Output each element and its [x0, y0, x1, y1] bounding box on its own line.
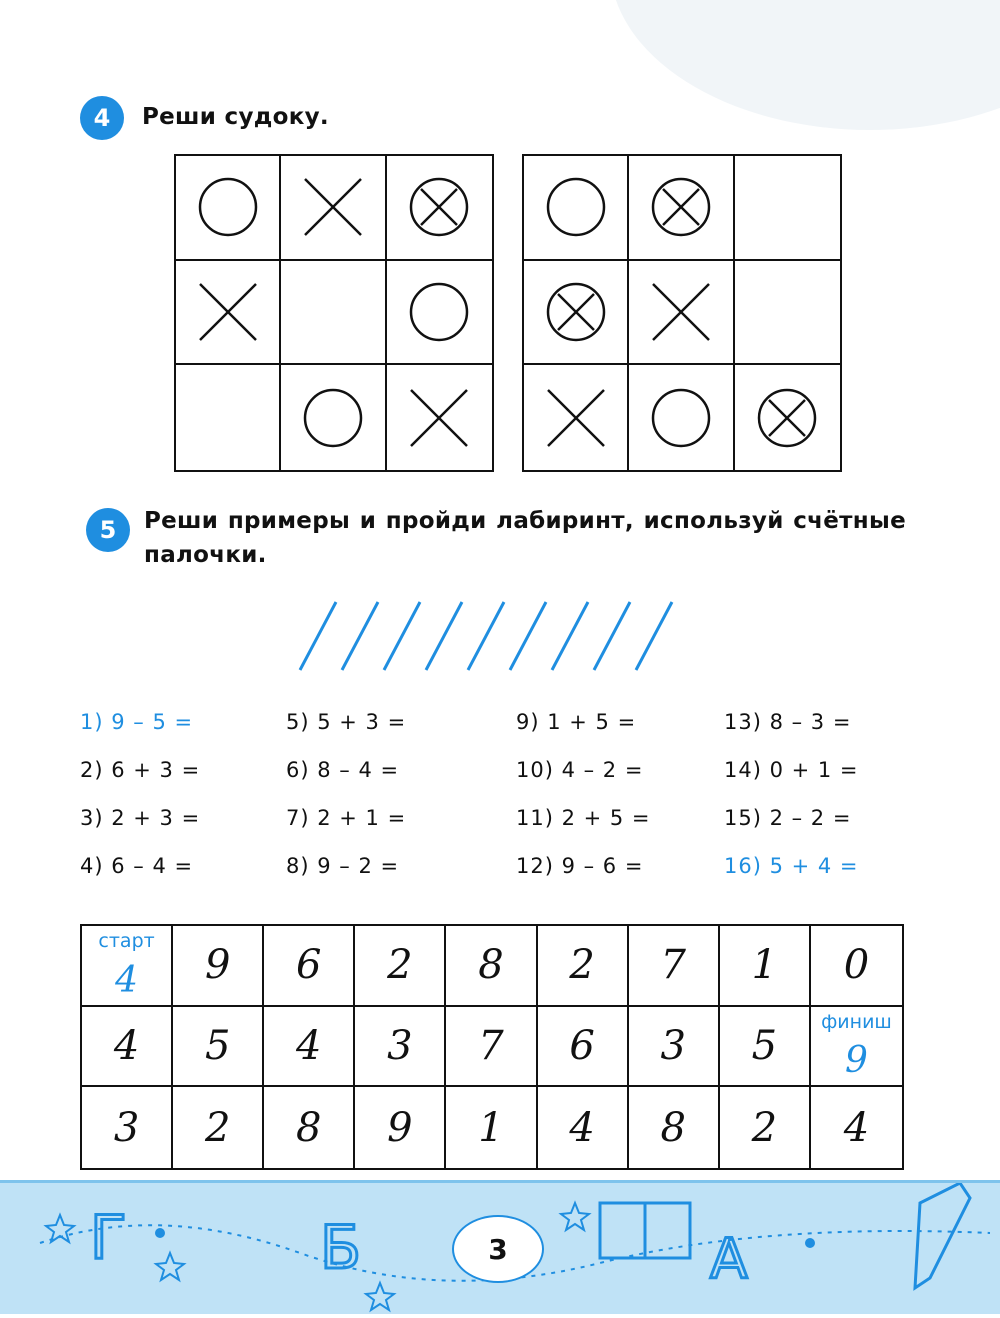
sudoku-cell — [629, 261, 734, 366]
maze-cell-digit: 3 — [387, 1022, 413, 1069]
maze-cell-digit: 4 — [843, 1104, 870, 1151]
maze-cell-digit: 2 — [751, 1104, 778, 1151]
task-4-title: Реши судоку. — [142, 104, 329, 130]
example-item: 12) 9 – 6 = — [516, 854, 644, 878]
maze-cell-digit: 5 — [751, 1022, 778, 1069]
example-item: 16) 5 + 4 = — [724, 854, 859, 878]
maze-cell-digit: 4 — [569, 1104, 595, 1151]
sudoku-cell — [735, 365, 840, 470]
maze-cell-digit: 9 — [204, 942, 231, 989]
maze-cell[interactable] — [355, 1087, 446, 1168]
maze-cell[interactable] — [538, 1007, 629, 1088]
maze-cell-digit: 3 — [113, 1104, 140, 1151]
circled-cross-icon — [755, 386, 819, 450]
maze-cell-digit: 2 — [387, 942, 413, 989]
maze-cell[interactable] — [446, 1087, 537, 1168]
counting-sticks — [296, 600, 696, 674]
cross-icon — [649, 280, 713, 344]
cross-icon — [407, 386, 471, 450]
circle-icon — [544, 175, 608, 239]
sudoku-cell — [387, 156, 492, 261]
task-5-number: 5 — [86, 508, 130, 552]
examples-list — [80, 710, 920, 910]
maze-cell-digit: 4 — [296, 1022, 322, 1069]
maze-cell[interactable] — [811, 926, 902, 1007]
example-item: 11) 2 + 5 = — [516, 806, 651, 830]
example-item: 4) 6 – 4 = — [80, 854, 194, 878]
maze-cell-label: старт — [98, 930, 155, 952]
maze-cell[interactable] — [264, 926, 355, 1007]
example-item: 2) 6 + 3 = — [80, 758, 201, 782]
maze-cell[interactable] — [538, 1087, 629, 1168]
counting-stick — [552, 602, 588, 670]
sudoku-cell — [629, 365, 734, 470]
example-item: 9) 1 + 5 = — [516, 710, 637, 734]
counting-stick — [594, 602, 630, 670]
cross-icon — [544, 386, 608, 450]
example-item: 15) 2 – 2 = — [724, 806, 852, 830]
sudoku-cell[interactable] — [735, 156, 840, 261]
maze-cell[interactable] — [82, 1087, 173, 1168]
example-item: 6) 8 – 4 = — [286, 758, 400, 782]
page-number: 3 — [452, 1215, 544, 1283]
maze-cell-digit: 1 — [478, 1104, 504, 1151]
maze-cell[interactable] — [629, 926, 720, 1007]
maze-cell[interactable] — [538, 926, 629, 1007]
maze-cell[interactable] — [173, 926, 264, 1007]
example-item: 3) 2 + 3 = — [80, 806, 201, 830]
sudoku-cell — [176, 261, 281, 366]
sudoku-grid-right — [522, 154, 842, 472]
maze-cell-digit: 6 — [569, 1022, 595, 1069]
counting-stick — [468, 602, 504, 670]
example-item: 8) 9 – 2 = — [286, 854, 400, 878]
maze-cell-digit: 7 — [660, 942, 686, 989]
sudoku-cell — [524, 261, 629, 366]
counting-stick — [426, 602, 462, 670]
maze-cell[interactable] — [82, 1007, 173, 1088]
svg-text:А: А — [710, 1227, 748, 1291]
example-item: 10) 4 – 2 = — [516, 758, 644, 782]
example-item: 5) 5 + 3 = — [286, 710, 407, 734]
sudoku-cell[interactable] — [176, 365, 281, 470]
circle-icon — [649, 386, 713, 450]
maze-cell-digit: 9 — [387, 1104, 413, 1151]
sudoku-cell — [281, 365, 386, 470]
circle-icon — [407, 280, 471, 344]
maze-cell[interactable] — [173, 1087, 264, 1168]
task-4-number: 4 — [80, 96, 124, 140]
task-5-title-line1: Реши примеры и пройди лабиринт, используй счётные — [144, 508, 906, 534]
maze-cell-digit: 0 — [843, 942, 870, 989]
sudoku-cell — [524, 156, 629, 261]
maze-cell-digit: 1 — [751, 942, 778, 989]
counting-stick — [384, 602, 420, 670]
maze-cell-digit: 8 — [296, 1104, 322, 1151]
maze-cell[interactable] — [355, 926, 446, 1007]
maze-cell-digit: 8 — [478, 942, 504, 989]
maze-table — [80, 924, 904, 1170]
circle-icon — [301, 386, 365, 450]
sudoku-cell — [629, 156, 734, 261]
maze-cell[interactable] — [446, 926, 537, 1007]
sudoku-cell — [281, 156, 386, 261]
maze-cell-digit: 4 — [115, 959, 138, 1001]
svg-text:Г: Г — [90, 1203, 127, 1273]
example-item: 14) 0 + 1 = — [724, 758, 859, 782]
sudoku-cell — [524, 365, 629, 470]
maze-cell[interactable] — [720, 1007, 811, 1088]
maze-cell-digit: 9 — [844, 1040, 868, 1082]
maze-cell[interactable] — [629, 1087, 720, 1168]
maze-cell-digit: 6 — [296, 942, 322, 989]
circled-cross-icon — [649, 175, 713, 239]
maze-cell[interactable] — [629, 1007, 720, 1088]
counting-stick — [342, 602, 378, 670]
sudoku-cell — [387, 261, 492, 366]
maze-cell-digit: 8 — [660, 1104, 686, 1151]
cross-icon — [301, 175, 365, 239]
maze-cell-digit: 5 — [204, 1022, 231, 1069]
example-item: 7) 2 + 1 = — [286, 806, 407, 830]
example-item: 13) 8 – 3 = — [724, 710, 852, 734]
maze-cell-digit: 2 — [569, 942, 595, 989]
circled-cross-icon — [407, 175, 471, 239]
maze-start-cell[interactable] — [82, 926, 173, 1007]
example-item: 1) 9 – 5 = — [80, 710, 194, 734]
maze-cell[interactable] — [264, 1007, 355, 1088]
maze-cell-digit: 2 — [204, 1104, 231, 1151]
sudoku-grid-left — [174, 154, 494, 472]
sudoku-cell[interactable] — [281, 261, 386, 366]
maze-cell[interactable] — [811, 1087, 902, 1168]
sudoku-cell — [176, 156, 281, 261]
sudoku-cell — [387, 365, 492, 470]
counting-stick — [636, 602, 672, 670]
maze-cell[interactable] — [446, 1007, 537, 1088]
maze-cell-digit: 4 — [113, 1022, 140, 1069]
maze-cell[interactable] — [264, 1087, 355, 1168]
circled-cross-icon — [544, 280, 608, 344]
maze-cell[interactable] — [720, 926, 811, 1007]
circle-icon — [196, 175, 260, 239]
task-5-title-line2: палочки. — [144, 542, 267, 568]
svg-text:Б: Б — [320, 1213, 362, 1283]
maze-cell-digit: 7 — [478, 1022, 504, 1069]
sudoku-cell[interactable] — [735, 261, 840, 366]
maze-finish-cell[interactable] — [811, 1007, 902, 1088]
maze-cell-digit: 3 — [660, 1022, 686, 1069]
maze-cell[interactable] — [173, 1007, 264, 1088]
maze-cell[interactable] — [720, 1087, 811, 1168]
cross-icon — [196, 280, 260, 344]
counting-stick — [300, 602, 336, 670]
maze-cell[interactable] — [355, 1007, 446, 1088]
maze-cell-label: финиш — [821, 1010, 892, 1033]
decorative-header-circle — [610, 0, 1000, 130]
counting-stick — [510, 602, 546, 670]
